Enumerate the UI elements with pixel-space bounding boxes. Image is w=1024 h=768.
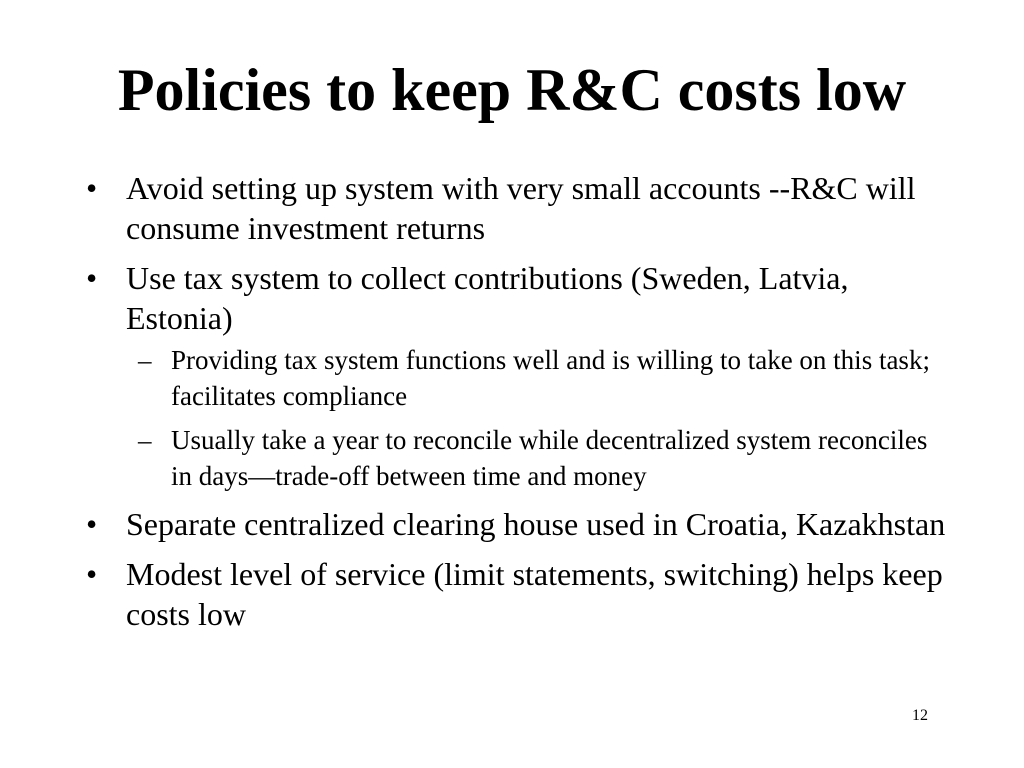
sub-bullet-item <box>126 422 946 494</box>
bullet-list <box>86 168 946 644</box>
bullet-text: Avoid setting up system with very small accounts --R&C will consume investment returns <box>126 170 916 246</box>
slide-title: Policies to keep R&C costs low <box>117 57 907 123</box>
bullet-text: Use tax system to collect contributions (Sweden, Latvia, Estonia) <box>126 260 849 336</box>
dash-glyph: – <box>138 345 152 375</box>
bullet-item <box>86 554 946 634</box>
page-number: 12 <box>912 707 928 724</box>
bullet-glyph: • <box>86 556 98 592</box>
sub-bullet-text: Providing tax system functions well and is willing to take on this task; facilitates compliance <box>171 345 930 411</box>
bullet-glyph: • <box>86 506 98 542</box>
dash-glyph: – <box>138 425 152 455</box>
bullet-glyph: • <box>86 260 98 296</box>
sub-bullet-item <box>126 342 946 414</box>
bullet-glyph: • <box>86 170 98 206</box>
sub-bullet-list <box>126 342 946 494</box>
bullet-item <box>86 168 946 248</box>
bullet-item <box>86 504 946 544</box>
bullet-text: Modest level of service (limit statements, switching) helps keep costs low <box>126 556 943 632</box>
sub-bullet-text: Usually take a year to reconcile while decentralized system reconciles in days—trade-off between time and money <box>171 425 928 491</box>
bullet-item <box>86 258 946 494</box>
bullet-text: Separate centralized clearing house used in Croatia, Kazakhstan <box>126 506 946 542</box>
